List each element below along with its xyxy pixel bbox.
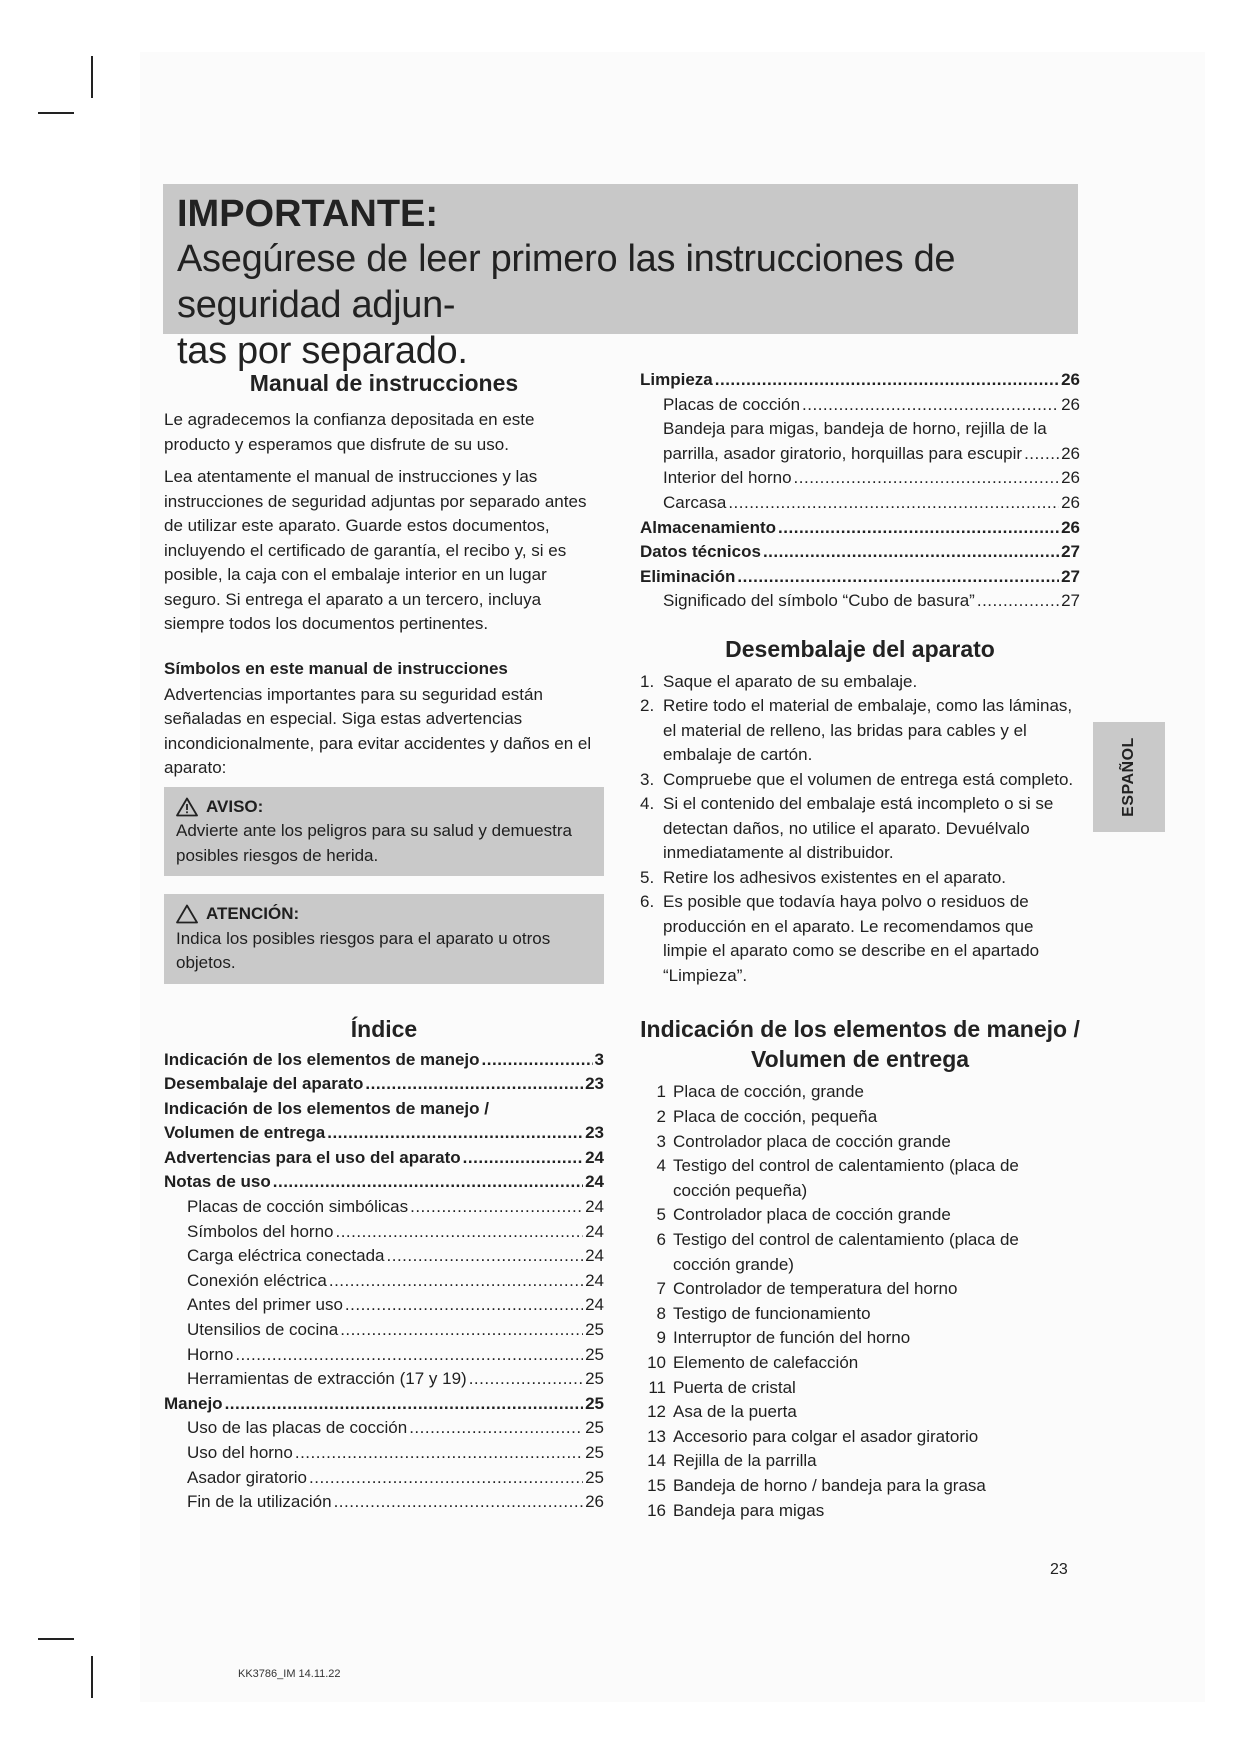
toc-entry[interactable]: Interior del horno ..... 26 <box>640 466 1080 491</box>
toc-entry[interactable]: Almacenamiento ..... 26 <box>640 516 1080 541</box>
banner-line-2: tas por separado. <box>177 330 468 372</box>
language-tab-label: ESPAÑOL <box>1120 737 1137 817</box>
list-item: 7 Controlador de temperatura del horno <box>656 1279 958 1299</box>
toc-entry[interactable]: Eliminación ..... 27 <box>640 565 1080 590</box>
aviso-box <box>164 787 604 877</box>
list-item: 11 Puerta de cristal <box>648 1377 796 1397</box>
list-item: 3 Controlador placa de cocción grande <box>656 1131 951 1151</box>
language-tab <box>1093 722 1165 832</box>
parts-heading <box>640 1014 1080 1074</box>
list-item: 15 Bandeja de horno / bandeja para la grasa <box>647 1475 986 1495</box>
toc-entry[interactable]: Utensilios de cocina ..... 25 <box>164 1318 604 1343</box>
toc-entry[interactable]: Uso del horno ..... 25 <box>164 1441 604 1466</box>
atencion-title-row <box>176 902 592 927</box>
list-item: 1 Placa de cocción, grande <box>656 1082 864 1102</box>
toc-right <box>640 368 1080 614</box>
toc-entry[interactable]: Horno ..... 25 <box>164 1343 604 1368</box>
list-item: 12 Asa de la puerta <box>647 1402 797 1422</box>
toc-entry-line[interactable]: Indicación de los elementos de manejo / <box>164 1098 489 1118</box>
atencion-box <box>164 894 604 984</box>
list-item: 8 Testigo de funcionamiento <box>656 1303 871 1323</box>
toc-entry[interactable]: Conexión eléctrica ..... 24 <box>164 1269 604 1294</box>
important-banner <box>163 184 1078 372</box>
toc-entry[interactable]: Símbolos del horno ..... 24 <box>164 1220 604 1245</box>
warning-triangle-icon <box>176 904 198 924</box>
manual-heading: Manual de instrucciones <box>249 370 519 396</box>
list-item: 3. Compruebe que el volumen de entrega está completo. <box>640 769 1074 789</box>
symbols-heading: Símbolos en este manual de instrucciones <box>164 658 508 678</box>
list-item: 4 Testigo del control de calentamiento (placa de cocción pequeña) <box>656 1156 1019 1200</box>
atencion-title: ATENCIÓN: <box>206 904 300 923</box>
toc-entry[interactable]: Volumen de entrega ..... 23 <box>164 1121 604 1146</box>
toc-entry[interactable]: Desembalaje del aparato ..... 23 <box>164 1072 604 1097</box>
list-item: 4. Si el contenido del embalaje está incompleto o si se detectan daños, no utilice el aparato. Devuélvalo inmediatamente al distribuidor. <box>640 794 1054 863</box>
crop-mark <box>38 112 74 114</box>
page-number: 23 <box>1050 1561 1068 1578</box>
toc-entry[interactable]: Manejo ..... 25 <box>164 1392 604 1417</box>
toc-entry[interactable]: Uso de las placas de cocción ..... 25 <box>164 1416 604 1441</box>
list-item: 5 Controlador placa de cocción grande <box>656 1205 951 1225</box>
toc-entry[interactable]: Limpieza ..... 26 <box>640 368 1080 393</box>
unpacking-heading: Desembalaje del aparato <box>725 635 995 662</box>
toc-entry[interactable]: Herramientas de extracción (17 y 19) ..... 25 <box>164 1367 604 1392</box>
toc-entry[interactable]: Antes del primer uso ..... 24 <box>164 1293 604 1318</box>
list-item: 6. Es posible que todavía haya polvo o residuos de producción en el aparato. Le recomendamos que limpie el aparato como se describe en el apartado “Limpieza”. <box>640 892 1040 985</box>
toc-entry[interactable]: Notas de uso ..... 24 <box>164 1170 604 1195</box>
list-item: 16 Bandeja para migas <box>647 1500 825 1520</box>
crop-mark <box>38 1638 74 1640</box>
right-column <box>640 368 1080 1523</box>
toc-entry-line[interactable]: Bandeja para migas, bandeja de horno, rejilla de la <box>663 419 1047 439</box>
list-item: 14 Rejilla de la parrilla <box>647 1451 817 1471</box>
list-item: 2 Placa de cocción, pequeña <box>656 1107 878 1127</box>
unpacking-steps <box>640 670 1080 989</box>
atencion-text: Indica los posibles riesgos para el aparato u otros objetos. <box>176 928 551 972</box>
toc-left <box>164 1048 604 1515</box>
list-item: 10 Elemento de calefacción <box>647 1352 859 1372</box>
index-heading: Índice <box>350 1015 418 1042</box>
aviso-title: AVISO: <box>206 796 264 816</box>
intro-paragraph: Le agradecemos la confianza depositada en este producto y esperamos que disfrute de su uso. <box>164 410 535 454</box>
crop-mark <box>91 56 93 98</box>
parts-heading-line-2: Volumen de entrega <box>750 1046 970 1073</box>
parts-list <box>640 1080 1080 1523</box>
list-item: 2. Retire todo el material de embalaje, como las láminas, el material de relleno, las bridas para cables y el embalaje de cartón. <box>640 696 1073 765</box>
aviso-title-row <box>176 795 592 820</box>
list-item: 13 Accesorio para colgar el asador giratorio <box>647 1426 979 1446</box>
list-item: 9 Interruptor de función del horno <box>656 1328 911 1348</box>
list-item: 6 Testigo del control de calentamiento (placa de cocción grande) <box>656 1230 1019 1274</box>
toc-entry[interactable]: Placas de cocción ..... 26 <box>640 393 1080 418</box>
instructions-paragraph: Lea atentamente el manual de instrucciones y las instrucciones de seguridad adjuntas por separado antes de utilizar este aparato. Guarde estos documentos, incluyendo el certificado de garantía, el recibo y, si es posible, la caja con el embalaje interior en un lugar seguro. Si entrega el aparato a un tercero, incluya siempre todos los documentos pertinentes. <box>164 467 587 633</box>
left-column <box>164 368 604 1515</box>
toc-entry[interactable]: Indicación de los elementos de manejo ..... 3 <box>164 1048 604 1073</box>
toc-entry[interactable]: Carcasa ..... 26 <box>640 491 1080 516</box>
list-item: 1. Saque el aparato de su embalaje. <box>640 671 918 691</box>
toc-entry[interactable]: Placas de cocción simbólicas ..... 24 <box>164 1195 604 1220</box>
toc-entry[interactable]: Significado del símbolo “Cubo de basura” ..... 27 <box>640 589 1080 614</box>
list-item: 5. Retire los adhesivos existentes en el aparato. <box>640 867 1007 887</box>
parts-heading-line-1: Indicación de los elementos de manejo / <box>640 1016 1080 1043</box>
toc-entry[interactable]: Carga eléctrica conectada ..... 24 <box>164 1244 604 1269</box>
crop-mark <box>91 1656 93 1698</box>
banner-line-1: Asegúrese de leer primero las instrucciones de seguridad adjun- <box>177 238 956 326</box>
toc-entry[interactable]: Fin de la utilización ..... 26 <box>164 1490 604 1515</box>
symbols-text: Advertencias importantes para su seguridad están señaladas en especial. Siga estas advertencias incondicionalmente, para evitar accidentes y daños en el aparato: <box>164 684 592 777</box>
aviso-text: Advierte ante los peligros para su salud y demuestra posibles riesgos de herida. <box>176 821 572 865</box>
toc-entry[interactable]: parrilla, asador giratorio, horquillas para escupir ..... 26 <box>640 442 1080 467</box>
toc-entry[interactable]: Asador giratorio ..... 25 <box>164 1466 604 1491</box>
toc-entry[interactable]: Advertencias para el uso del aparato ..... 24 <box>164 1146 604 1171</box>
warning-triangle-icon <box>176 797 198 817</box>
toc-entry[interactable]: Datos técnicos ..... 27 <box>640 540 1080 565</box>
banner-title: IMPORTANTE: <box>177 193 439 235</box>
footer-code: KK3786_IM 14.11.22 <box>238 1668 341 1680</box>
